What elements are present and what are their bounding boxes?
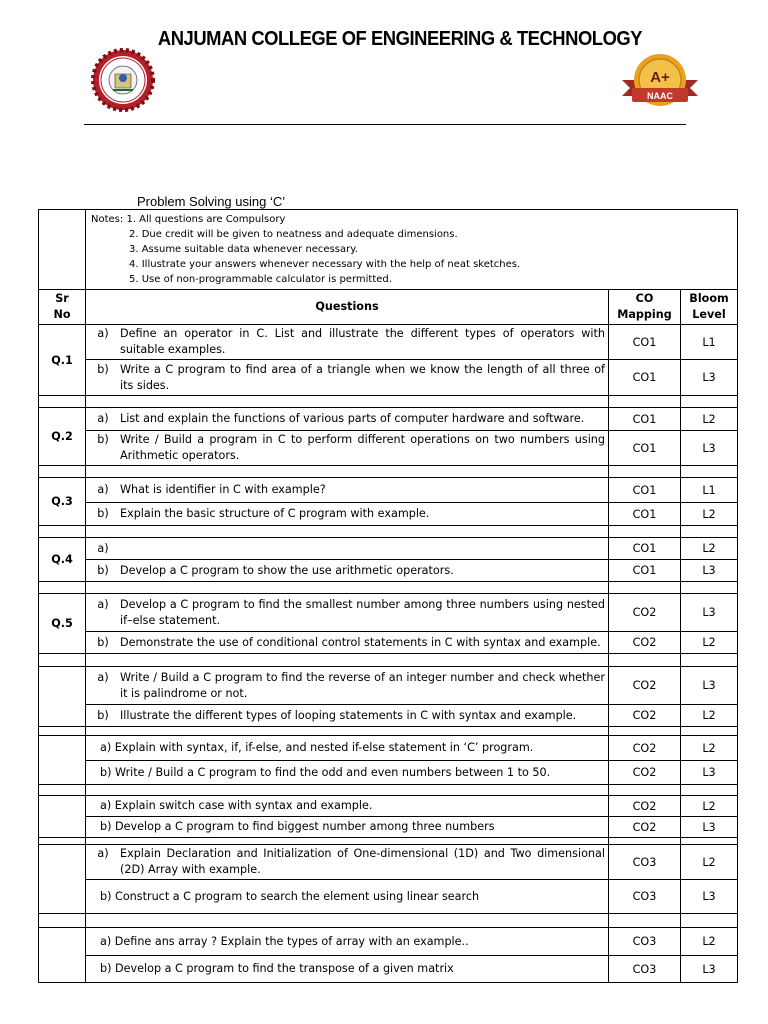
bloom-level: L3	[681, 431, 738, 466]
question-text: Demonstrate the use of conditional control statements in C with syntax and example.	[120, 635, 601, 649]
bloom-level: L2	[681, 796, 738, 817]
co-mapping: CO1	[609, 503, 681, 526]
question-text-cell	[86, 796, 609, 817]
spacer-row	[39, 466, 738, 478]
part-label: a)	[97, 597, 109, 611]
co-mapping: CO1	[609, 431, 681, 466]
question-text: List and explain the functions of various parts of computer hardware and software.	[120, 412, 585, 425]
bloom-level: L3	[681, 667, 738, 705]
part-label: b)	[97, 635, 109, 649]
bloom-level: L3	[681, 360, 738, 396]
note-item: 2. Due credit will be given to neatness and adequate dimensions.	[129, 229, 458, 240]
question-number	[39, 845, 86, 914]
co-mapping: CO1	[609, 325, 681, 360]
part-label: a)	[97, 327, 109, 340]
bloom-level: L1	[681, 478, 738, 503]
bloom-level: L2	[681, 503, 738, 526]
question-text-cell	[86, 761, 609, 785]
question-text-cell	[86, 431, 609, 466]
question-text-cell	[86, 632, 609, 654]
spacer-row	[39, 785, 738, 796]
note-item: 5. Use of non-programmable calculator is permitted.	[129, 274, 392, 285]
question-row	[39, 560, 738, 582]
question-number	[39, 667, 86, 727]
question-row	[39, 408, 738, 431]
question-text: b) Develop a C program to find biggest number among three numbers	[100, 820, 495, 833]
badge-grade: A+	[650, 69, 670, 86]
bloom-level: L3	[681, 956, 738, 983]
bloom-level: L2	[681, 408, 738, 431]
question-text-cell	[86, 478, 609, 503]
question-text-cell	[86, 845, 609, 880]
bloom-level: L3	[681, 880, 738, 914]
question-text: What is identifier in C with example?	[120, 483, 326, 496]
question-text: Write / Build a C program to find the reverse of an integer number and check whether it is palindrome or not.	[120, 670, 605, 700]
co-mapping: CO2	[609, 761, 681, 785]
question-row	[39, 956, 738, 983]
part-label: b)	[97, 433, 109, 446]
question-text	[120, 541, 605, 557]
question-text-cell	[86, 538, 609, 560]
part-label: b)	[97, 362, 109, 376]
bloom-level: L3	[681, 761, 738, 785]
bloom-level: L2	[681, 845, 738, 880]
bloom-level-header: Bloom Level	[681, 290, 738, 325]
part-label: a)	[97, 483, 109, 496]
question-row	[39, 478, 738, 503]
college-title: ANJUMAN COLLEGE OF ENGINEERING & TECHNOLOGY	[157, 28, 643, 50]
question-row	[39, 817, 738, 838]
spacer-row	[39, 582, 738, 594]
question-text: Develop a C program to show the use arithmetic operators.	[120, 563, 454, 577]
bloom-level: L3	[681, 594, 738, 632]
question-text: a) Define ans array ? Explain the types of array with an example..	[100, 934, 469, 948]
naac-badge	[618, 50, 702, 116]
note-item: 4. Illustrate your answers whenever necessary with the help of neat sketches.	[129, 259, 521, 270]
question-text: b) Write / Build a C program to find the odd and even numbers between 1 to 50.	[100, 765, 551, 779]
question-row	[39, 928, 738, 956]
notes-label: Notes:	[91, 214, 124, 225]
question-text: b) Develop a C program to find the transpose of a given matrix	[100, 962, 454, 975]
header-row	[39, 290, 738, 325]
question-number	[39, 928, 86, 983]
question-number: Q.3	[39, 478, 86, 526]
question-row	[39, 431, 738, 466]
question-text-cell	[86, 880, 609, 914]
co-mapping: CO1	[609, 560, 681, 582]
bloom-level: L3	[681, 560, 738, 582]
bloom-level: L2	[681, 538, 738, 560]
bloom-level: L3	[681, 817, 738, 838]
part-label: a)	[97, 847, 109, 860]
question-number: Q.2	[39, 408, 86, 466]
sr-no-header: Sr No	[39, 290, 86, 325]
question-row	[39, 880, 738, 914]
bloom-level: L1	[681, 325, 738, 360]
co-mapping-header: CO Mapping	[609, 290, 681, 325]
question-number	[39, 796, 86, 838]
question-text: a) Explain switch case with syntax and example.	[100, 799, 373, 812]
bloom-level: L2	[681, 736, 738, 761]
notes-block	[86, 210, 738, 290]
question-text: Define an operator in C. List and illustrate the different types of operators with suitable examples.	[120, 327, 605, 356]
question-number: Q.4	[39, 538, 86, 582]
question-text-cell	[86, 956, 609, 983]
question-text: a) Explain with syntax, if, if-else, and nested if-else statement in ‘C’ program.	[100, 741, 534, 754]
spacer-row	[39, 727, 738, 736]
question-text-cell	[86, 667, 609, 705]
question-text: Write / Build a program in C to perform different operations on two numbers using Arithmetic operators.	[120, 433, 605, 462]
part-label: b)	[97, 507, 109, 520]
question-text: Explain Declaration and Initialization of One-dimensional (1D) and Two dimensional (2D) Array with example.	[120, 847, 605, 876]
question-text: Write a C program to find area of a triangle when we know the length of all three of its sides.	[120, 362, 605, 392]
co-mapping: CO2	[609, 667, 681, 705]
college-seal-logo	[90, 48, 156, 112]
questions-header: Questions	[86, 290, 609, 325]
question-row	[39, 538, 738, 560]
question-number: Q.1	[39, 325, 86, 396]
question-text: b) Construct a C program to search the element using linear search	[100, 889, 480, 903]
question-number: Q.5	[39, 594, 86, 654]
question-row	[39, 736, 738, 761]
note-item: 1. All questions are Compulsory	[126, 214, 286, 225]
question-text-cell	[86, 817, 609, 838]
co-mapping: CO1	[609, 478, 681, 503]
question-row	[39, 360, 738, 396]
part-label: a)	[97, 670, 109, 684]
part-label: b)	[97, 708, 109, 722]
co-mapping: CO1	[609, 538, 681, 560]
question-paper-table	[38, 209, 738, 983]
question-number	[39, 736, 86, 785]
question-text: Explain the basic structure of C program with example.	[120, 507, 430, 520]
co-mapping: CO2	[609, 796, 681, 817]
part-label: b)	[97, 563, 109, 577]
badge-label: NAAC	[647, 91, 673, 101]
header-divider	[84, 124, 686, 125]
question-text-cell	[86, 408, 609, 431]
spacer-row	[39, 654, 738, 667]
co-mapping: CO1	[609, 360, 681, 396]
note-item: 3. Assume suitable data whenever necessary.	[129, 244, 358, 255]
question-row	[39, 761, 738, 785]
question-text-cell	[86, 736, 609, 761]
part-label: a)	[97, 412, 109, 425]
subject-title: Problem Solving using ‘C’	[137, 194, 286, 209]
question-text-cell	[86, 594, 609, 632]
co-mapping: CO3	[609, 928, 681, 956]
co-mapping: CO3	[609, 956, 681, 983]
question-row	[39, 667, 738, 705]
question-row	[39, 594, 738, 632]
question-row	[39, 632, 738, 654]
question-row	[39, 325, 738, 360]
co-mapping: CO2	[609, 817, 681, 838]
question-row	[39, 845, 738, 880]
question-row	[39, 705, 738, 727]
question-text-cell	[86, 705, 609, 727]
spacer-row	[39, 526, 738, 538]
spacer-row	[39, 396, 738, 408]
question-text: Develop a C program to find the smallest number among three numbers using nested if–else statement.	[120, 597, 605, 627]
question-text-cell	[86, 325, 609, 360]
bloom-level: L2	[681, 928, 738, 956]
co-mapping: CO3	[609, 880, 681, 914]
spacer-row	[39, 914, 738, 928]
co-mapping: CO3	[609, 845, 681, 880]
notes-row	[39, 210, 738, 290]
bloom-level: L2	[681, 632, 738, 654]
question-row	[39, 796, 738, 817]
question-text-cell	[86, 560, 609, 582]
co-mapping: CO1	[609, 408, 681, 431]
question-text-cell	[86, 928, 609, 956]
co-mapping: CO2	[609, 736, 681, 761]
question-text-cell	[86, 503, 609, 526]
question-text-cell	[86, 360, 609, 396]
question-row	[39, 503, 738, 526]
co-mapping: CO2	[609, 705, 681, 727]
co-mapping: CO2	[609, 632, 681, 654]
spacer-row	[39, 838, 738, 845]
co-mapping: CO2	[609, 594, 681, 632]
bloom-level: L2	[681, 705, 738, 727]
question-text: Illustrate the different types of looping statements in C with syntax and example.	[120, 708, 577, 722]
part-label: a)	[97, 541, 109, 555]
